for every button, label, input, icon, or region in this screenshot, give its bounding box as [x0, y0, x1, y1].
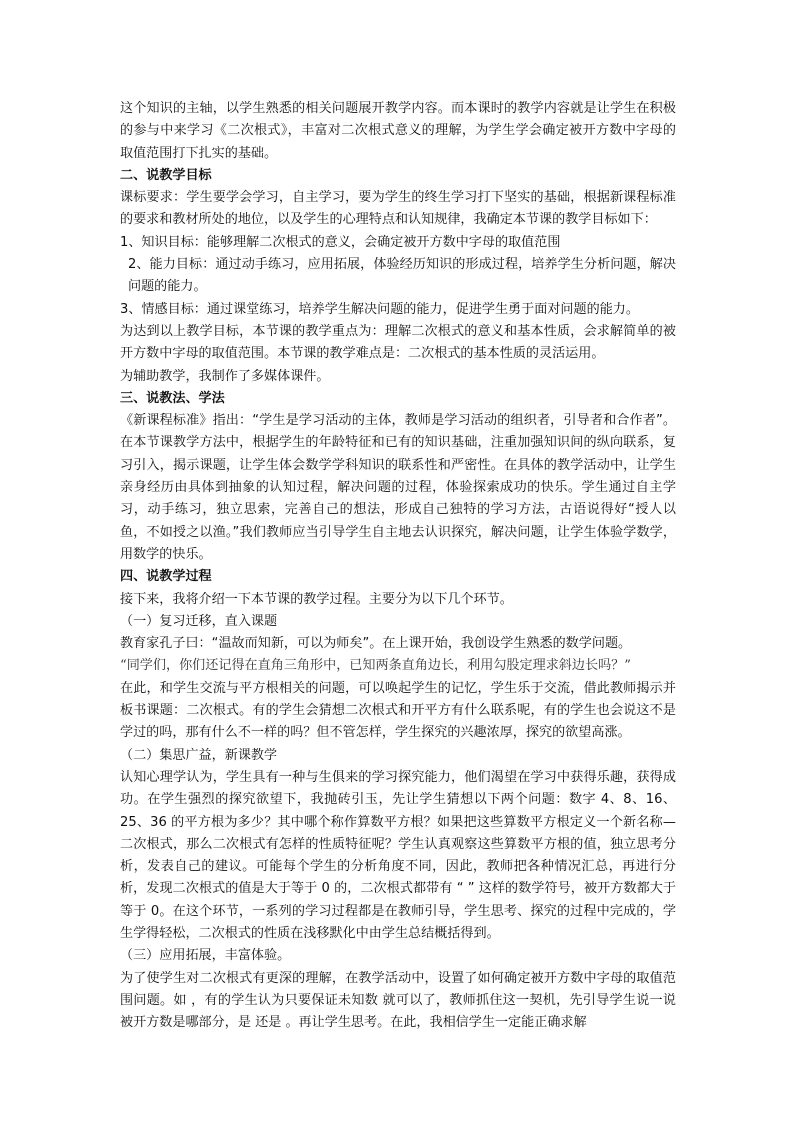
subheading-review: （一）复习迁移，直入课题 — [120, 613, 278, 629]
paragraph-exchange: 在此，和学生交流与平方根相关的问题，可以唤起学生的记忆，学生乐于交流，借此教师揭示并板书课题：二次根式。有的学生会猜想二次根式和开平方有什么联系呢，有的学生也会说这不是学过的吗，那有什么不一样的吗？但不管怎样，学生探究的兴趣浓厚，探究的欲望高涨。 — [120, 680, 676, 741]
paragraph-question-quote: “同学们，你们还记得在直角三角形中，已知两条直角边长，利用勾股定理求斜边长吗？” — [120, 658, 631, 674]
paragraph-application: 为了使学生对二次根式有更深的理解，在教学活动中，设置了如何确定被开方数中字母的取值范围问题。如 ，有的学生认为只要保证未知数 就可以了，教师抓住这一契机，先引导学生说一说被开方数是哪部分，是 还是 。再让学生思考。在此，我相信学生一定能正确求解 — [120, 970, 676, 1031]
subheading-new-lesson: （二）集思广益，新课教学 — [120, 747, 278, 763]
paragraph-curriculum-requirements: 课标要求：学生要学会学习，自主学习，要为学生的终生学习打下坚实的基础，根据新课程标准的要求和教材所处的地位，以及学生的心理特点和认知规律，我确定本节课的教学目标如下： — [120, 190, 676, 228]
paragraph-confucius: 教育家孔子曰：“温故而知新，可以为师矣”。在上课开始，我创设学生熟悉的数学问题。 — [120, 636, 632, 652]
paragraph-ability-goal: 2、能力目标：通过动手练习，应用拓展，体验经历知识的形成过程，培养学生分析问题，解决问题的能力。 — [128, 257, 676, 295]
paragraph-multimedia: 为辅助教学，我制作了多媒体课件。 — [120, 368, 330, 384]
subheading-application: （三）应用拓展，丰富体验。 — [120, 948, 291, 964]
paragraph-cognitive: 认知心理学认为，学生具有一种与生俱来的学习探究能力，他们渴望在学习中获得乐趣，获得成功。在学生强烈的探究欲望下，我抛砖引玉，先让学生猜想以下两个问题：数字 4、8、16、25、36 的平方根为多少？其中哪个称作算数平方根？如果把这些算数平方根定义一个新名称—二次根式，那么二次根式有怎样的性质特征呢？学生认真观察这些算数平方根的值，独立思考分析，发表自己的建议。可能每个学生的分析角度不同，因此，教师把各种情况汇总，再进行分析，发现二次根式的值是大于等于 0 的，二次根式都带有 “ ” 这样的数学符号，被开方数都大于等于 0。在这个环节，一系列的学习过程都是在教师引导，学生思考、探究的过程中完成的，学生学得轻松，二次根式的性质在浅移默化中由学生总结概括得到。 — [120, 769, 676, 941]
heading-teaching-goals: 二、说教学目标 — [120, 167, 212, 183]
paragraph-emotion-goal: 3、情感目标：通过课堂练习，培养学生解决问题的能力，促进学生勇于面对问题的能力。 — [120, 301, 639, 317]
paragraph-key-points: 为达到以上教学目标，本节课的教学重点为：理解二次根式的意义和基本性质，会求解简单的被开方数中字母的取值范围。本节课的教学难点是：二次根式的基本性质的灵活运用。 — [120, 323, 676, 362]
paragraph-methods: 《新课程标准》指出：“学生是学习活动的主体，教师是学习活动的组织者，引导者和合作者”。在本节课教学方法中，根据学生的年龄特征和已有的知识基础，注重加强知识间的纵向联系，复习引入，揭示课题，让学生体会数学学科知识的联系性和严密性。在具体的教学活动中，让学生亲身经历由具体到抽象的认知过程，解决问题的过程，体验探索成功的快乐。学生通过自主学习，动手练习，独立思索，完善自己的想法，形成自己独特的学习方法，古语说得好“授人以鱼，不如授之以渔。”我们教师应当引导学生自主地去认识探究，解决问题，让学生体验学数学，用数学的快乐。 — [120, 413, 676, 562]
heading-teaching-methods: 三、说教法、学法 — [120, 390, 225, 406]
document-page — [120, 98, 676, 1034]
paragraph-process-intro: 接下来，我将介绍一下本节课的教学过程。主要分为以下几个环节。 — [120, 591, 513, 607]
paragraph-knowledge-goal: 1、知识目标：能够理解二次根式的意义，会确定被开方数中字母的取值范围 — [120, 234, 561, 250]
heading-teaching-process: 四、说教学过程 — [120, 569, 212, 585]
paragraph-intro: 这个知识的主轴，以学生熟悉的相关问题展开教学内容。而本课时的教学内容就是让学生在积极的参与中来学习《二次根式》，丰富对二次根式意义的理解，为学生学会确定被开方数中字母的取值范围打下扎实的基础。 — [120, 101, 676, 161]
